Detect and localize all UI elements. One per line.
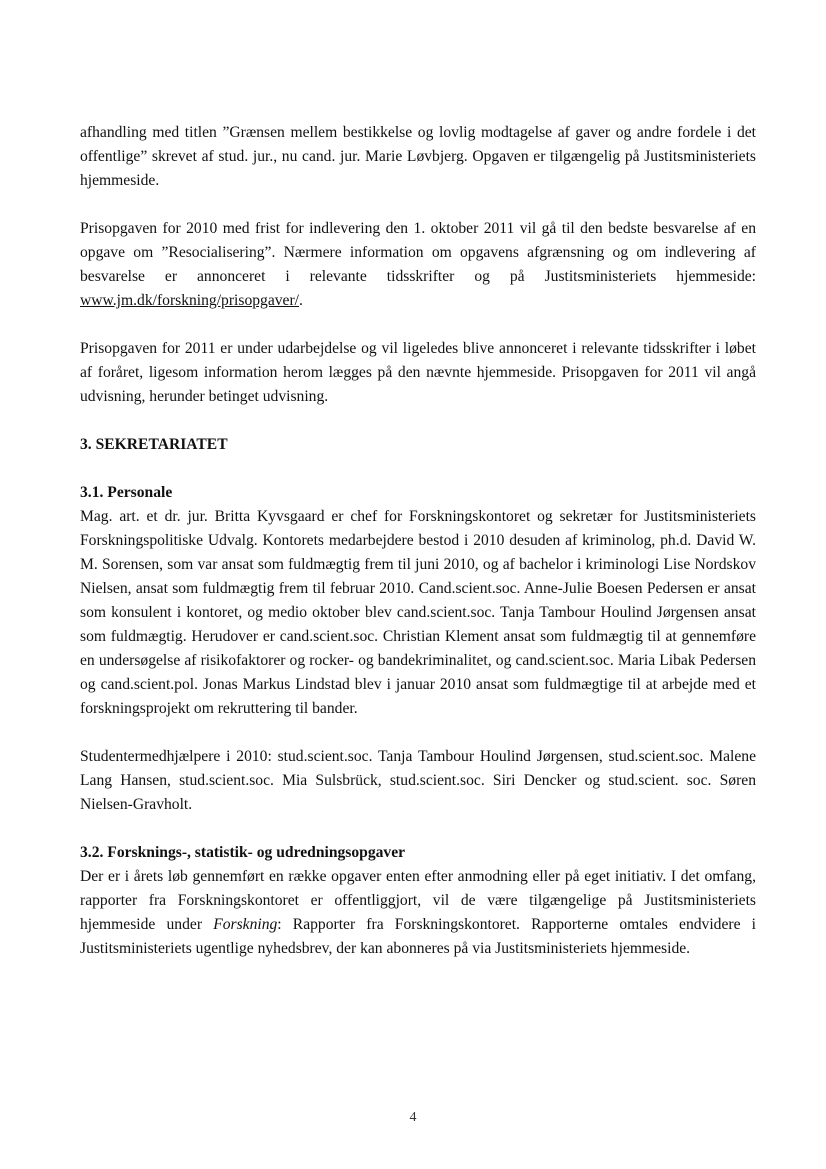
paragraph-text: Prisopgaven for 2010 med frist for indlevering den 1. oktober 2011 vil gå til den bedste besvarelse af en opgave om ”Resocialisering”. Nærmere information om opgavens afgrænsning og om indlevering af besvarelse er annonceret i relevante tidsskrifter og på Justitsministeriets hjemmeside:: [80, 220, 756, 285]
subsection-heading-personale: 3.1. Personale: [80, 484, 173, 501]
spacer: [80, 409, 756, 433]
section-heading-sekretariatet: 3. SEKRETARIATET: [80, 436, 228, 453]
paragraph-text: : Rapporter fra Forskningskontoret. Rapporterne omtales endvidere i Justitsministeriets ugentlige nyhedsbrev, der kan abonneres på via Justitsministeriets hjemmeside.: [80, 916, 756, 957]
spacer: [80, 193, 756, 217]
spacer: [80, 721, 756, 745]
prize-link[interactable]: www.jm.dk/forskning/prisopgaver/: [80, 292, 300, 309]
document-page: [80, 121, 756, 961]
paragraph-end: .: [299, 292, 303, 309]
paragraph-prize-2010: [80, 217, 756, 313]
spacer: [80, 313, 756, 337]
page-number: 4: [409, 1110, 417, 1125]
paragraph-research-tasks: [80, 865, 756, 961]
paragraph-prize-thesis: afhandling med titlen ”Grænsen mellem bestikkelse og lovlig modtagelse af gaver og andre fordele i det offentlige” skrevet af stud. jur., nu cand. jur. Marie Løvbjerg. Opgaven er tilgængelig på Justitsministeriets hjemmeside.: [80, 124, 756, 189]
paragraph-student-assistants: Studentermedhjælpere i 2010: stud.scient.soc. Tanja Tambour Houlind Jørgensen, stud.scient.soc. Malene Lang Hansen, stud.scient.soc. Mia Sulsbrück, stud.scient.soc. Siri Dencker og stud.scient. soc. Søren Nielsen-Gravholt.: [80, 748, 756, 813]
paragraph-prize-2011: Prisopgaven for 2011 er under udarbejdelse og vil ligeledes blive annonceret i relevante tidsskrifter i løbet af foråret, ligesom information herom lægges på den nævnte hjemmeside. Prisopgaven for 2011 vil angå udvisning, herunder betinget udvisning.: [80, 340, 756, 405]
spacer: [80, 457, 756, 481]
spacer: [80, 817, 756, 841]
emphasis-forskning: Forskning: [213, 916, 278, 933]
paragraph-text: Der er i årets løb gennemført en række opgaver enten efter anmodning eller på eget initiativ. I det omfang, rapporter fra Forskningskontoret er offentliggjort, vil de være tilgængelige på Justitsministeriets hjemmeside under: [80, 868, 756, 933]
subsection-heading-research-tasks: 3.2. Forsknings-, statistik- og udredningsopgaver: [80, 844, 406, 861]
paragraph-personale: Mag. art. et dr. jur. Britta Kyvsgaard er chef for Forskningskontoret og sekretær for Justitsministeriets Forskningspolitiske Udvalg. Kontorets medarbejdere bestod i 2010 desuden af kriminolog, ph.d. David W. M. Sorensen, som var ansat som fuldmægtig frem til juni 2010, og af bachelor i kriminologi Lise Nordskov Nielsen, ansat som fuldmægtig frem til februar 2010. Cand.scient.soc. Anne-Julie Boesen Pedersen er ansat som konsulent i kontoret, og medio oktober blev cand.scient.soc. Tanja Tambour Houlind Jørgensen ansat som fuldmægtig. Herudover er cand.scient.soc. Christian Klement ansat som fuldmægtig til at gennemføre en undersøgelse af risikofaktorer og rocker- og bandekriminalitet, og cand.scient.soc. Maria Libak Pedersen og cand.scient.pol. Jonas Markus Lindstad blev i januar 2010 ansat som fuldmægtige til at arbejde med et forskningsprojekt om rekruttering til bander.: [80, 508, 756, 717]
